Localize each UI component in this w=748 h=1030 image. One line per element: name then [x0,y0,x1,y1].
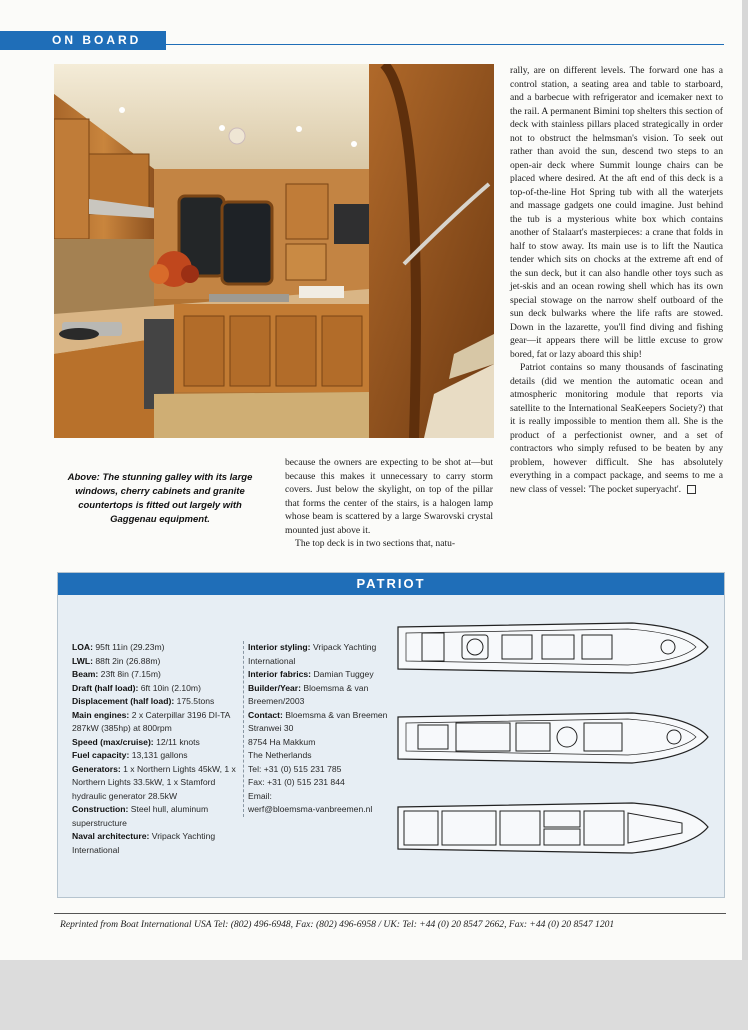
spec-row [248,682,390,709]
sun-deck-plan [398,623,708,673]
spec-value: 1 x Northern Lights 45kW, 1 x Northern Lights 33.5kW, 1 x Stamford hydraulic generator 28.5kW [72,763,236,801]
spec-label: Contact: [248,709,283,720]
spec-row [72,803,240,830]
spec-row [72,736,240,750]
article-column-middle [285,456,493,551]
spec-label: Speed (max/cruise): [72,736,154,747]
spec-row [72,763,240,804]
spec-value: Vripack Yachting International [72,831,216,855]
deck-plans [392,613,716,893]
spec-row [72,655,240,669]
spec-value: 23ft 8in (7.15m) [100,669,161,679]
spec-row [248,709,390,723]
spec-label: Draft (half load): [72,682,139,693]
spec-value: 2 x Caterpillar 3196 DI-TA 287kW (385hp) at 800rpm [72,709,230,733]
spec-value: Steel hull, aluminum superstructure [72,804,209,828]
spec-label: Interior styling: [248,642,311,652]
end-mark-icon [687,485,696,494]
spec-value: Bloemsma & van Breemen/2003 [248,682,369,706]
article-paragraph: rally, are on different levels. The forward one has a control station, a seating area and table to starboard, and a barbecue with refrigerator and icemaker next to the rail. A permanent Bimini top shelters this section of deck with stainless pillars placed strategically in order not to obstruct the helmsman's vision. To seek out rather than avoid the sun, descend two steps to an open-air deck where Summit lounge chairs can be placed where desired. At the aft end of this deck is a top-of-the-line Hot Spring tub with all the waterjets and massage gadgets one could imagine. Just behind the tub is a mysterious white box which contains another of Stalaart's masterpieces: a crane that folds in half to stow away. Its main use is to lift the Nautica tender which sits on chocks at the extreme aft end of the sun deck, but it can also handle other toys such as jet-skis and an ocean rowing shell which has its own special stowage on the narrow shelf outboard of the sun deck bulwarks where the life rafts are stowed. Down in the lazarette, you'll find diving and fishing gear—it appears there will be little excuse to grow bored, fat or lazy aboard this ship! [510,65,723,360]
spec-label: Displacement (half load): [72,696,175,706]
footer-rule [54,913,726,914]
scan-background [0,960,748,1030]
galley-photo [54,64,494,438]
lower-deck-plan [398,803,708,853]
contact-line: 8754 Ha Makkum [248,736,316,747]
spec-row [72,695,240,709]
contact-line: The Netherlands [248,750,312,760]
article-paragraph-text: Patriot contains so many thousands of fascinating details (did we mention the automatic ocean and atmospheric monitoring module that reports via satellite to the International SeaKeepers Society?) that it is really impossible to mention them all. She is the product of a perfectionist owner, and a set of contractors who simply refused to be beaten by any problem, however difficult. She has absolutely everything in a compact package, and seems to me a new class of vessel: 'The pocket superyacht'. [510,362,723,495]
spec-label: Interior fabrics: [248,669,312,679]
spec-row [248,668,390,682]
spec-row [248,641,390,668]
section-label: ON BOARD [0,31,166,50]
header-rule [166,44,724,45]
contact-line: werf@bloemsma-vanbreemen.nl [248,804,373,814]
spec-label: Naval architecture: [72,831,150,841]
contact-line: Stranwei 30 [248,723,294,733]
article-paragraph: The top deck is in two sections that, natu- [295,538,456,549]
spec-label: LWL: [72,655,93,666]
spec-value: 6ft 10in (2.10m) [140,682,201,693]
photo-caption: Above: The stunning galley with its large windows, cherry cabinets and granite countertops is fitted out largely with Gaggenau equipment. [67,472,253,525]
spec-row [72,749,240,763]
article-paragraph [510,361,723,496]
spec-label: LOA: [72,642,94,652]
spec-value: 13,131 gallons [131,750,188,760]
contact-line: Email: [248,790,272,801]
spec-label: Construction: [72,804,129,814]
spec-list-left [72,641,240,857]
spec-value: 175.5tons [176,696,215,706]
spec-label: Main engines: [72,709,130,720]
spec-panel [57,572,725,898]
spec-row [72,668,240,682]
spec-label: Beam: [72,669,99,679]
spec-label: Fuel capacity: [72,750,130,760]
contact-line: Tel: +31 (0) 515 231 785 [248,763,342,774]
article-paragraph: because the owners are expecting to be shot at—but because this makes it unnecessary to carry storm covers. Just below the skylight, on top of the pillar that forms the center of the stairs, is a halogen lamp whose beam is scattered by a large Swarovski crystal mounted just above it. [285,457,493,536]
article-column-right [510,64,723,496]
spec-row [72,641,240,655]
spec-row [72,709,240,736]
spec-list-right [243,641,390,817]
spec-title: PATRIOT [58,573,724,595]
spec-value: Bloemsma & van Breemen [285,709,388,720]
spec-value: 95ft 11in (29.23m) [95,642,165,652]
spec-label: Generators: [72,763,121,774]
spec-value: Damian Tuggey [313,669,374,679]
reprint-footer: Reprinted from Boat International USA Tel: (802) 496-6948, Fax: (802) 496-6958 / UK: Tel: +44 (0) 20 8547 2662, Fax: +44 (0) 20 8547 1201 [60,919,615,930]
spec-label: Builder/Year: [248,682,302,693]
main-deck-plan [398,713,708,763]
spec-row [72,830,240,857]
spec-value: 88ft 2in (26.88m) [95,655,161,666]
contact-line: Fax: +31 (0) 515 231 844 [248,777,345,787]
spec-value: Vripack Yachting International [248,642,377,666]
spec-row [72,682,240,696]
spec-value: 12/11 knots [156,736,200,747]
